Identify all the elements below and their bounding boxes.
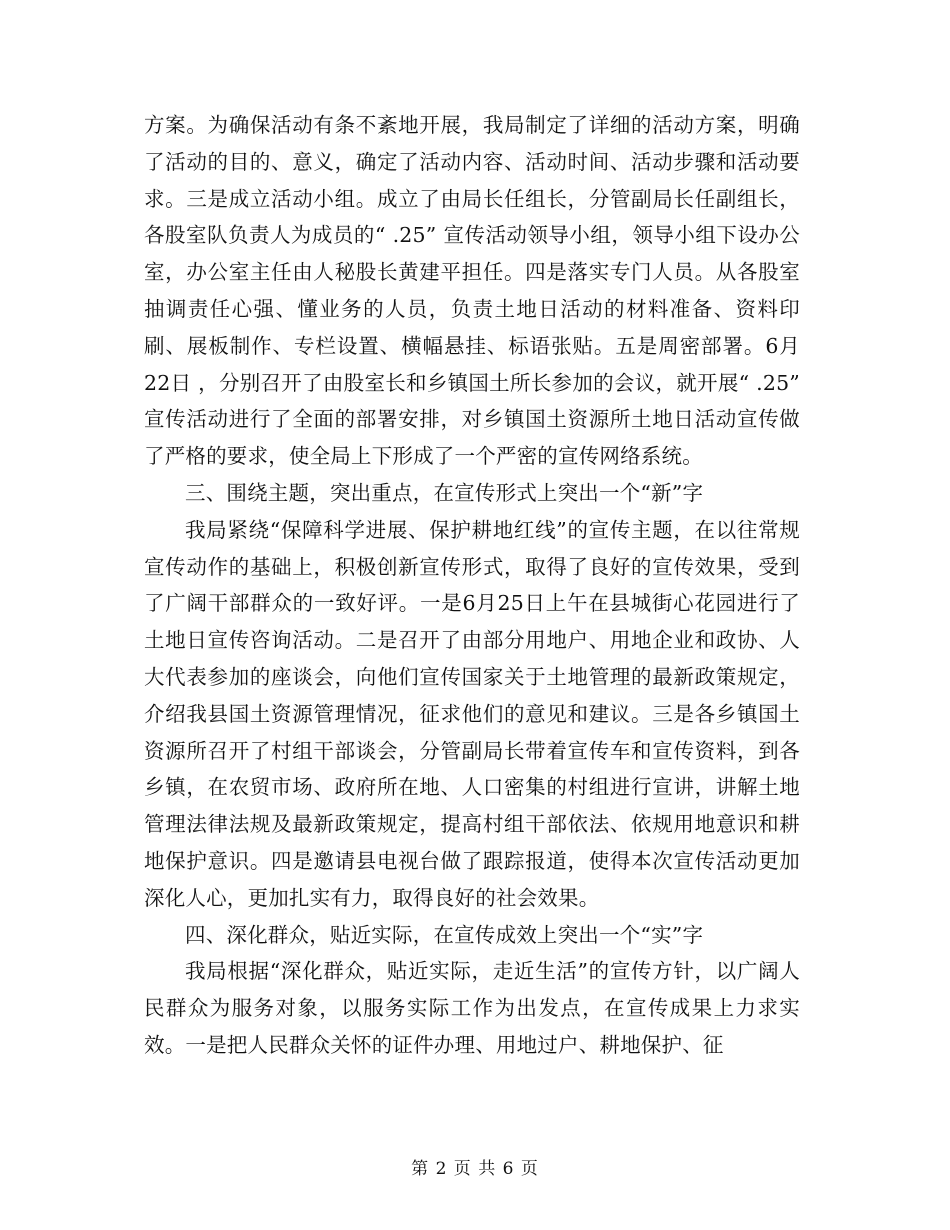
paragraph-continuation: 方案。为确保活动有条不紊地开展，我局制定了详细的活动方案，明确了活动的目的、意义，确定了活动内容、活动时间、活动步骤和活动要求。三是成立活动小组。成立了由局长任组长，分管副局长任副组长，各股室队负责人为成员的“ .25” 宣传活动领导小组，领导小组下设办公室，办公室主任由人秘股长黄建平担任。四是落实专门人员。从各股室抽调责任心强、懂业务的人员，负责土地日活动的材料准备、资料印刷、展板制作、专栏设置、横幅悬挂、标语张贴。五是周密部署。6月22日 ，分别召开了由股室长和乡镇国土所长参加的会议，就开展“ .25” 宣传活动进行了全面的部署安排，对乡镇国土资源所土地日活动宣传做了严格的要求，使全局上下形成了一个严密的宣传网络系统。 [144,113,800,469]
section-heading-3: 三、围绕主题，突出重点，在宣传形式上突出一个“新”字 [185,480,704,505]
paragraph-section-4: 我局根据“深化群众，贴近实际，走近生活”的宣传方针，以广阔人民群众为服务对象，以服务实际工作为出发点，在宣传成果上力求实效。一是把人民群众关怀的证件办理、用地过户、耕地保护、征 [144,959,800,1057]
page-footer: 第 2 页 共 6 页 [411,1159,539,1179]
document-body [144,107,800,1064]
paragraph-section-3: 我局紧绕“保障科学进展、保护耕地红线”的宣传主题，在以往常规宣传动作的基础上，积极创新宣传形式，取得了良好的宣传效果，受到了广阔干部群众的一致好评。一是6月25日上午在县城街心花园进行了土地日宣传咨询活动。二是召开了由部分用地户、用地企业和政协、人大代表参加的座谈会，向他们宣传国家关于土地管理的最新政策规定，介绍我县国土资源管理情况，征求他们的意见和建议。三是各乡镇国土资源所召开了村组干部谈会，分管副局长带着宣传车和宣传资料，到各乡镇，在农贸市场、政府所在地、人口密集的村组进行宣讲，讲解土地管理法律法规及最新政策规定，提高村组干部依法、依规用地意识和耕地保护意识。四是邀请县电视台做了跟踪报道，使得本次宣传活动更加深化人心，更加扎实有力，取得良好的社会效果。 [144,517,800,910]
section-heading-4: 四、深化群众，贴近实际，在宣传成效上突出一个“实”字 [185,922,704,947]
